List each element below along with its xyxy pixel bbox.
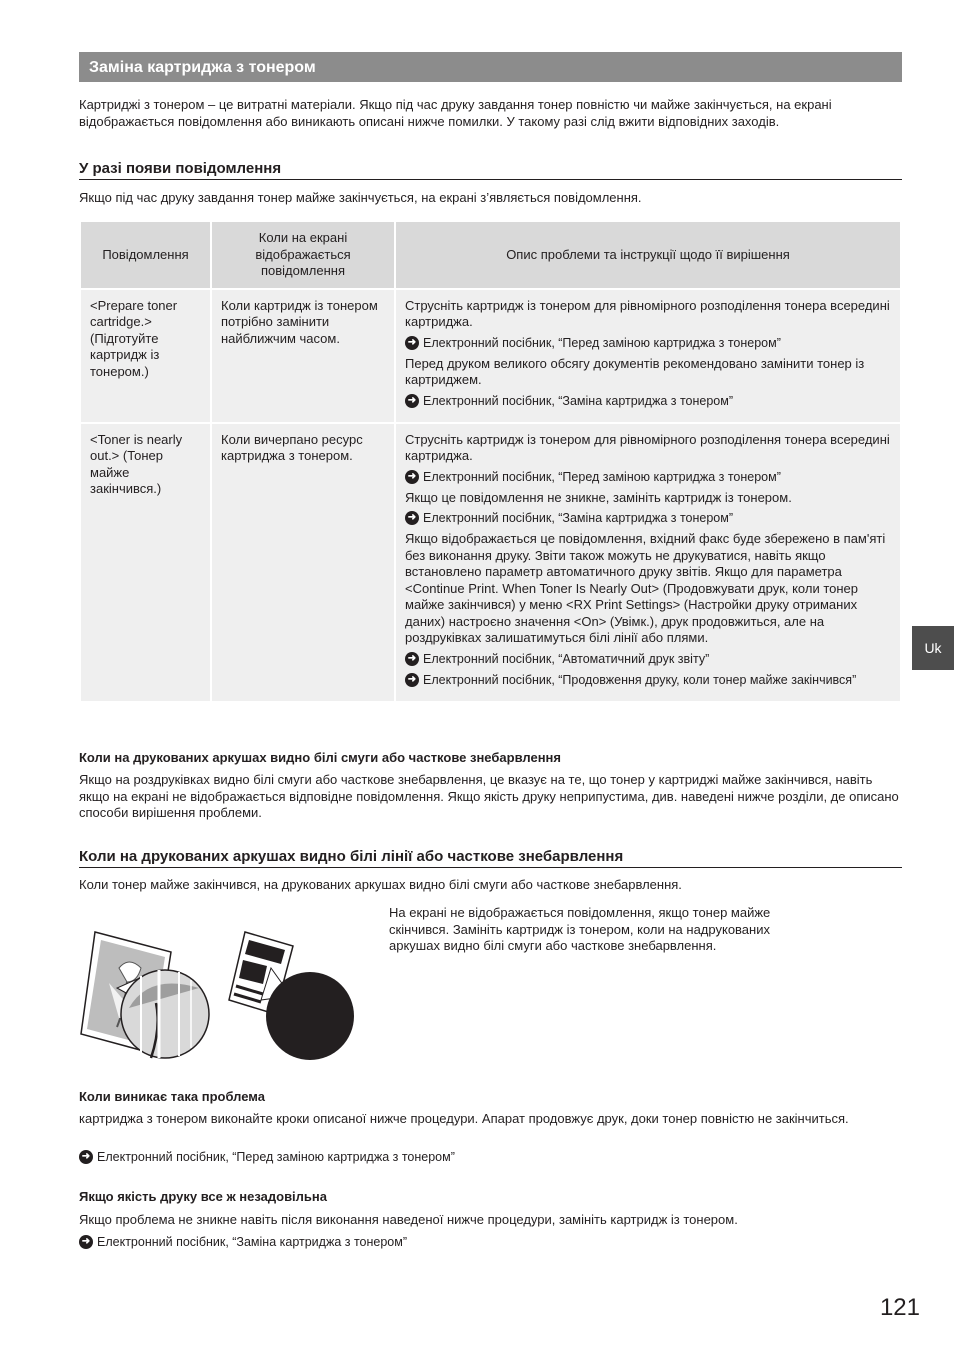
intro-paragraph: Картриджі з тонером – це витратні матеріали. Якщо під час друку завдання тонер повністю чи майже закінчується, на екрані відображається повідомлення або виникають описані нижче помилки. У такому разі слід вжити відповідних заходів. <box>79 97 832 129</box>
description-text: Перед друком великого обсягу документів рекомендовано замінити тонер із картриджем. <box>405 355 865 387</box>
message-section-lead: Якщо під час друку завдання тонер майже закінчується, на екрані з’являється повідомлення. <box>79 190 642 205</box>
when-cell: Коли картридж із тонером потрібно замінити найближчим часом. <box>211 289 395 423</box>
manual-ref-label: Електронний посібник, “Автоматичний друк звіту” <box>423 651 710 666</box>
white-streaks-text: Якщо на роздруківках видно білі смуги або часткове знебарвлення, це вказує на те, що тонер у картриджі майже закінчився, навіть якщо на екрані не відображається відповідне повідомлення. Якщо якість друку неприпустима, див. наведені нижче розділи, де описано способи вирішення проблеми. <box>79 772 899 820</box>
when-cell: Коли вичерпано ресурс картриджа з тонером. <box>211 423 395 702</box>
problem-ref[interactable] <box>79 1149 455 1165</box>
arrow-right-circle-icon: ➜ <box>79 1150 93 1164</box>
manual-ref-label: Електронний посібник, “Перед заміною картриджа з тонером” <box>423 469 781 484</box>
description-text: Струсніть картридж із тонером для рівномірного розподілення тонера всередині картриджа. <box>405 431 890 463</box>
document-magnifier <box>261 968 354 1060</box>
header-message: Повідомлення <box>80 221 211 289</box>
arrow-right-circle-icon: ➜ <box>405 511 419 525</box>
manual-ref-label: Електронний посібник, “Заміна картриджа з тонером” <box>423 393 734 408</box>
quality-heading: Якщо якість друку все ж незадовільна <box>79 1189 328 1204</box>
message-table <box>79 220 902 703</box>
manual-ref-label: Електронний посібник, “Перед заміною картриджа з тонером” <box>423 335 781 350</box>
header-description: Опис проблеми та інструкції щодо її вирішення <box>395 221 901 289</box>
manual-ref-label: Електронний посібник, “Заміна картриджа з тонером” <box>423 511 734 525</box>
arrow-right-circle-icon: ➜ <box>405 394 419 408</box>
message-cell: <Toner is nearly out.> (Тонер майже закінчився.) <box>80 423 211 702</box>
quality-ref[interactable] <box>79 1234 407 1250</box>
message-cell: <Prepare toner cartridge.> (Підготуйте картридж із тонером.) <box>80 289 211 423</box>
quality-text: Якщо проблема не зникне навіть після виконання наведеної нижче процедури, замініть картридж із тонером. <box>79 1212 738 1227</box>
description-text: Якщо це повідомлення не зникне, замініть картридж із тонером. <box>405 489 792 505</box>
quality-ref-label: Електронний посібник, “Заміна картриджа з тонером” <box>97 1235 408 1249</box>
message-section-heading: У разі появи повідомлення <box>79 160 902 180</box>
manual-ref-link[interactable] <box>405 393 890 409</box>
description-text: Струсніть картридж із тонером для рівномірного розподілення тонера всередині картриджа. <box>405 297 890 329</box>
arrow-right-circle-icon: ➜ <box>405 470 419 484</box>
white-lines-side-text: На екрані не відображається повідомлення, якщо тонер майже скінчився. Замініть картридж із тонером, коли на надрукованих аркушах видно білі смуги або часткове знебарвлення. <box>389 905 771 953</box>
section-title-bar <box>79 52 902 82</box>
white-lines-heading: Коли на друкованих аркушах видно білі лінії або часткове знебарвлення <box>79 848 902 868</box>
section-title: Заміна картриджа з тонером <box>89 59 316 76</box>
description-cell <box>395 289 901 423</box>
problem-text: картриджа з тонером виконайте кроки описаної нижче процедури. Апарат продовжує друк, доки тонер повністю не закінчиться. <box>79 1111 849 1126</box>
page-number: 121 <box>879 1294 920 1321</box>
table-row <box>80 423 901 702</box>
arrow-right-circle-icon: ➜ <box>405 673 419 687</box>
white-streaks-heading: Коли на друкованих аркушах видно білі смуги або часткове знебарвлення <box>79 750 561 765</box>
table-row <box>80 289 901 423</box>
description-cell <box>395 423 901 702</box>
description-text: Якщо відображається це повідомлення, вхідний факс буде збережено в пам'яті без виконання друку. Звіти також можуть не друкуватися, навіть якщо встановлено параметр автоматичного друку звітів. Якщо для параметра <Continue Print. When Toner Is Nearly Out> (Продовжувати друк, коли тонер майже закінчився) у меню <RX Print Settings> (Настройки друку отриманих даних) настроєно значення <On> (Увімк.), друк продовжиться, але на роздруківках залишатимуться білі лінії або плями. <box>405 531 886 645</box>
language-tab[interactable]: Uk <box>912 626 954 670</box>
manual-ref-link[interactable] <box>405 510 890 526</box>
manual-ref-link[interactable] <box>405 469 890 485</box>
problem-heading: Коли виникає така проблема <box>79 1089 265 1104</box>
white-lines-lead: Коли тонер майже закінчився, на друкованих аркушах видно білі смуги або часткове знебарвлення. <box>79 877 682 892</box>
arrow-right-circle-icon: ➜ <box>79 1235 93 1249</box>
header-when: Коли на екрані відображається повідомлення <box>211 221 395 289</box>
manual-ref-link[interactable] <box>405 335 890 351</box>
problem-ref-label: Електронний посібник, “Перед заміною картриджа з тонером” <box>97 1150 455 1164</box>
arrow-right-circle-icon: ➜ <box>405 336 419 350</box>
print-defect-illustration <box>79 928 359 1066</box>
arrow-right-circle-icon: ➜ <box>405 652 419 666</box>
manual-ref-label: Електронний посібник, “Продовження друку, коли тонер майже закінчився” <box>423 672 857 687</box>
manual-ref-link[interactable] <box>405 672 890 688</box>
manual-ref-link[interactable] <box>405 651 890 667</box>
